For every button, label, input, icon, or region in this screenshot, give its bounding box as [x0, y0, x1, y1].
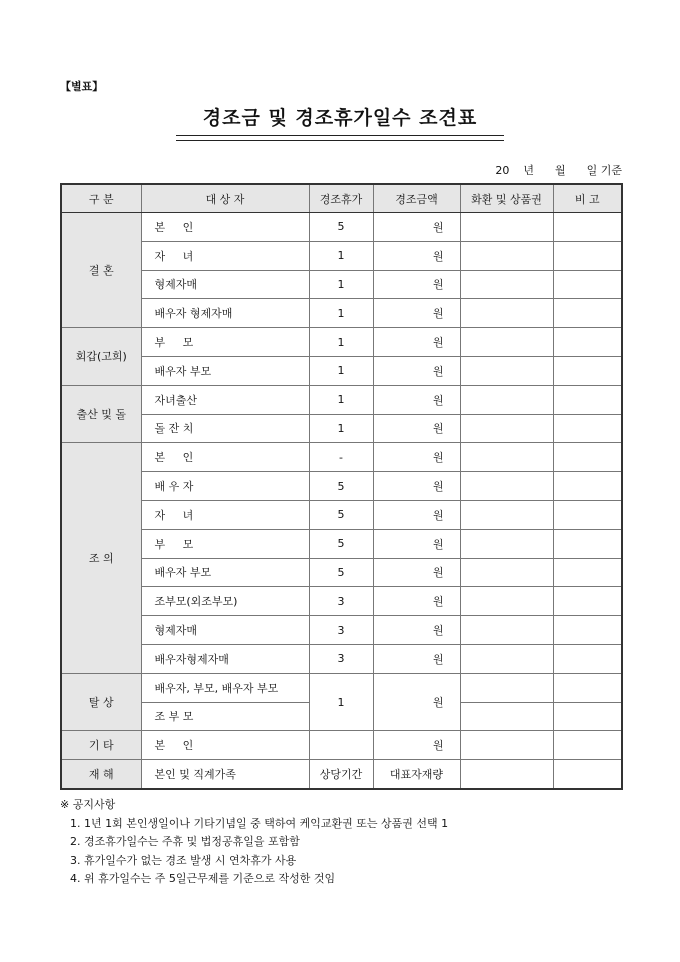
- remarks-cell: [553, 356, 622, 385]
- days-cell: 5: [309, 500, 373, 529]
- target-cell: 배 우 자: [141, 472, 309, 501]
- remarks-cell: [553, 616, 622, 645]
- gift-cell: [460, 587, 553, 616]
- days-cell: 3: [309, 587, 373, 616]
- gift-cell: [460, 616, 553, 645]
- notes-section: [60, 796, 448, 889]
- gift-cell: [460, 385, 553, 414]
- amount-cell: 원: [373, 213, 460, 242]
- target-cell: 자 녀: [141, 500, 309, 529]
- date-line: 20 년 월 일 기준: [495, 164, 622, 177]
- remarks-cell: [553, 472, 622, 501]
- table-row: [61, 644, 622, 673]
- days-cell: 1: [309, 385, 373, 414]
- remarks-cell: [553, 529, 622, 558]
- target-cell: 본인 및 직계가족: [141, 760, 309, 789]
- gift-cell: [460, 702, 553, 731]
- table-row: [61, 529, 622, 558]
- days-cell: 1: [309, 270, 373, 299]
- header-amount: 경조금액: [373, 184, 460, 213]
- amount-cell: 원: [373, 529, 460, 558]
- table-row: [61, 558, 622, 587]
- target-cell: 본 인: [141, 731, 309, 760]
- target-cell: 부 모: [141, 328, 309, 357]
- days-cell: 5: [309, 558, 373, 587]
- remarks-cell: [553, 414, 622, 443]
- amount-cell: 원: [373, 385, 460, 414]
- target-cell: 부 모: [141, 529, 309, 558]
- days-cell: 5: [309, 529, 373, 558]
- target-cell: 본 인: [141, 443, 309, 472]
- target-cell: 조부모(외조부모): [141, 587, 309, 616]
- note-item: 1. 1년 1회 본인생일이나 기타기념일 중 택하여 케익교환권 또는 상품권 선택 1: [70, 816, 449, 830]
- table-header-row: [61, 184, 622, 213]
- header-remarks: 비 고: [553, 184, 622, 213]
- note-item: 2. 경조휴가일수는 주휴 및 법정공휴일을 포함함: [70, 835, 300, 848]
- days-cell: 3: [309, 644, 373, 673]
- target-cell: 형제자매: [141, 270, 309, 299]
- amount-cell: 원: [373, 616, 460, 645]
- benefit-table: [60, 183, 623, 790]
- gift-cell: [460, 213, 553, 242]
- days-cell: 3: [309, 616, 373, 645]
- table-row: [61, 213, 622, 242]
- days-cell: 5: [309, 472, 373, 501]
- remarks-cell: [553, 760, 622, 789]
- days-cell: 1: [309, 414, 373, 443]
- remarks-cell: [553, 673, 622, 702]
- note-item: 3. 휴가일수가 없는 경조 발생 시 연차휴가 사용: [70, 853, 297, 867]
- amount-cell: 원: [373, 270, 460, 299]
- amount-cell: 원: [373, 299, 460, 328]
- table-row: [61, 299, 622, 328]
- gift-cell: [460, 414, 553, 443]
- gift-cell: [460, 558, 553, 587]
- amount-cell: 원: [373, 731, 460, 760]
- gift-cell: [460, 731, 553, 760]
- days-cell: [309, 731, 373, 760]
- amount-cell: 원: [373, 443, 460, 472]
- amount-cell: 원: [373, 587, 460, 616]
- target-cell: 본 인: [141, 213, 309, 242]
- header-gift: 화환 및 상품권: [460, 184, 553, 213]
- gift-cell: [460, 270, 553, 299]
- remarks-cell: [553, 328, 622, 357]
- table-row: [61, 673, 622, 702]
- target-cell: 조 부 모: [141, 702, 309, 731]
- page-title: 경조금 및 경조휴가일수 조견표: [202, 107, 478, 129]
- remarks-cell: [553, 702, 622, 731]
- target-cell: 배우자, 부모, 배우자 부모: [141, 673, 309, 702]
- table-row: [61, 731, 622, 760]
- amount-cell: 원: [373, 414, 460, 443]
- days-cell: -: [309, 443, 373, 472]
- remarks-cell: [553, 241, 622, 270]
- gift-cell: [460, 529, 553, 558]
- remarks-cell: [553, 731, 622, 760]
- table-row: [61, 587, 622, 616]
- header-category: 구 분: [61, 184, 141, 213]
- target-cell: 배우자 부모: [141, 356, 309, 385]
- category-cell: 재 해: [61, 760, 141, 789]
- notes-heading: ※ 공지사항: [60, 798, 116, 811]
- header-leave-days: 경조휴가: [309, 184, 373, 213]
- category-cell: 회갑(고희): [61, 328, 141, 386]
- remarks-cell: [553, 644, 622, 673]
- gift-cell: [460, 500, 553, 529]
- gift-cell: [460, 673, 553, 702]
- gift-cell: [460, 241, 553, 270]
- target-cell: 돌 잔 치: [141, 414, 309, 443]
- gift-cell: [460, 644, 553, 673]
- table-row: [61, 443, 622, 472]
- days-cell: 5: [309, 213, 373, 242]
- table-row: [61, 385, 622, 414]
- gift-cell: [460, 760, 553, 789]
- target-cell: 자녀출산: [141, 385, 309, 414]
- table-row: [61, 270, 622, 299]
- table-row: [61, 616, 622, 645]
- table-row: [61, 500, 622, 529]
- gift-cell: [460, 356, 553, 385]
- category-cell: 기 타: [61, 731, 141, 760]
- amount-cell: 원: [373, 472, 460, 501]
- target-cell: 형제자매: [141, 616, 309, 645]
- amount-cell: 원: [373, 644, 460, 673]
- annex-label: 【별표】: [60, 80, 104, 93]
- target-cell: 배우자 형제자매: [141, 299, 309, 328]
- note-item: 4. 위 휴가일수는 주 5일근무제를 기준으로 작성한 것임: [70, 872, 336, 885]
- days-cell: 1: [309, 241, 373, 270]
- amount-cell: 원: [373, 673, 460, 731]
- category-cell: 탈 상: [61, 673, 141, 731]
- category-cell: 조 의: [61, 443, 141, 673]
- title-underline: [176, 135, 504, 141]
- amount-cell: 원: [373, 558, 460, 587]
- remarks-cell: [553, 500, 622, 529]
- gift-cell: [460, 299, 553, 328]
- amount-cell: 원: [373, 241, 460, 270]
- days-cell: 1: [309, 356, 373, 385]
- remarks-cell: [553, 385, 622, 414]
- target-cell: 배우자형제자매: [141, 644, 309, 673]
- table-row: [61, 328, 622, 357]
- remarks-cell: [553, 558, 622, 587]
- remarks-cell: [553, 587, 622, 616]
- category-cell: 결 혼: [61, 213, 141, 328]
- days-cell: 1: [309, 328, 373, 357]
- amount-cell: 원: [373, 356, 460, 385]
- remarks-cell: [553, 270, 622, 299]
- table-row: [61, 414, 622, 443]
- remarks-cell: [553, 443, 622, 472]
- amount-cell: 대표자재량: [373, 760, 460, 789]
- table-row: [61, 472, 622, 501]
- header-target: 대 상 자: [141, 184, 309, 213]
- days-cell: 1: [309, 299, 373, 328]
- target-cell: 자 녀: [141, 241, 309, 270]
- category-cell: 출산 및 돌: [61, 385, 141, 443]
- gift-cell: [460, 443, 553, 472]
- remarks-cell: [553, 299, 622, 328]
- days-cell: 1: [309, 673, 373, 731]
- table-row: [61, 356, 622, 385]
- amount-cell: 원: [373, 500, 460, 529]
- amount-cell: 원: [373, 328, 460, 357]
- table-row: [61, 241, 622, 270]
- table-row: [61, 760, 622, 789]
- target-cell: 배우자 부모: [141, 558, 309, 587]
- gift-cell: [460, 472, 553, 501]
- days-cell: 상당기간: [309, 760, 373, 789]
- gift-cell: [460, 328, 553, 357]
- remarks-cell: [553, 213, 622, 242]
